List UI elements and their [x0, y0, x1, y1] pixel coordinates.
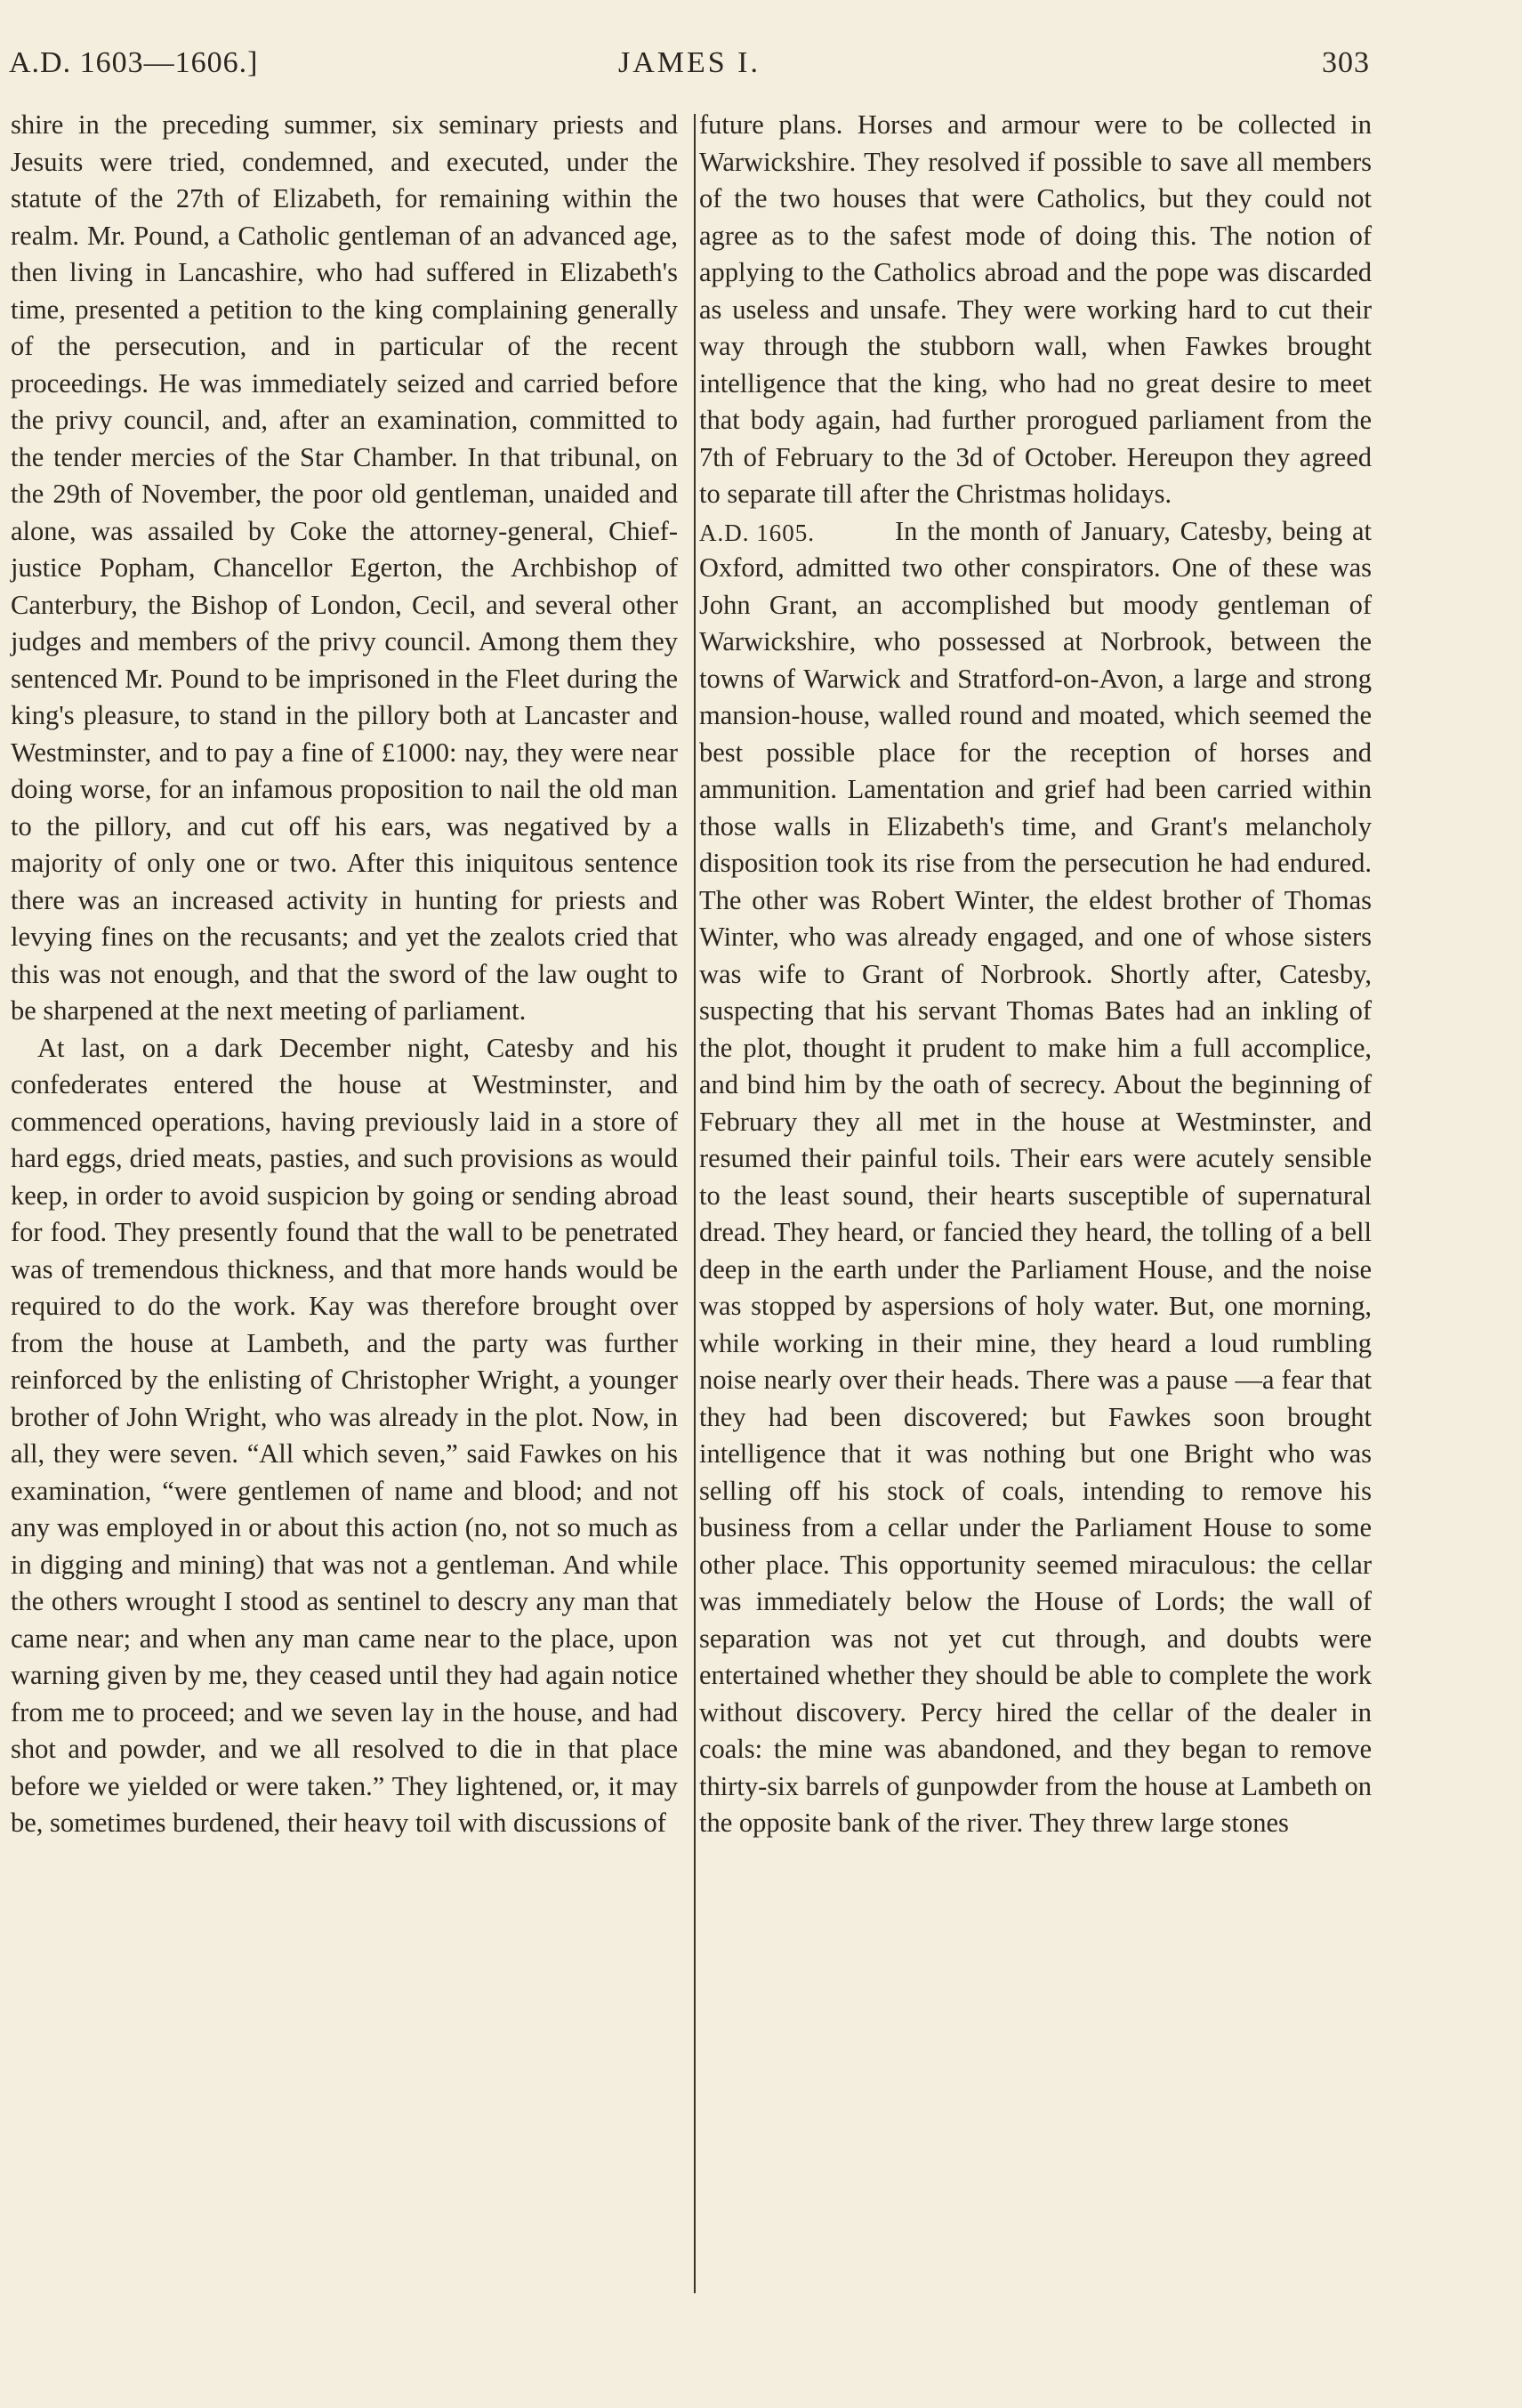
paragraph: future plans. Horses and armour were to be collected in Warwickshire. They resolved if possible to save all members of the two houses that were Catholics, but they could not agree as to the safest mode of doing this. The notion of applying to the Catholics abroad and the pope was discarded as useless and unsafe. They were working hard to cut their way through the stubborn wall, when Fawkes brought intelligence that the king, who had no great desire to meet that body again, had further prorogued parliament from the 7th of February to the 3d of October. Hereupon they agreed to separate till after the Christmas holidays.: [699, 109, 1372, 509]
page-number: 303: [1322, 46, 1370, 79]
left-column: [11, 107, 678, 1842]
paragraph: shire in the preceding summer, six seminary priests and Jesuits were tried, condemned, and executed, under the statute of the 27th of Elizabeth, for remaining within the realm. Mr. Pound, a Catholic gentleman of an advanced age, then living in Lancashire, who had suffered in Elizabeth's time, presented a petition to the king complaining generally of the persecution, and in particular of the recent proceedings. He was immediately seized and carried before the privy council, and, after an examination, committed to the tender mercies of the Star Chamber. In that tribunal, on the 29th of November, the poor old gentleman, unaided and alone, was assailed by Coke the attorney-general, Chief-justice Popham, Chancellor Egerton, the Archbishop of Canterbury, the Bishop of London, Cecil, and several other judges and members of the privy council. Among them they sentenced Mr. Pound to be imprisoned in the Fleet during the king's pleasure, to stand in the pillory both at Lancaster and Westminster, and to pay a fine of £1000: nay, they were near doing worse, for an infamous proposition to nail the old man to the pillory, and cut off his ears, was negatived by a majority of only one or two. After this iniquitous sentence there was an increased activity in hunting for priests and levying fines on the recusants; and yet the zealots cried that this was not enough, and that the sword of the law ought to be sharpened at the next meeting of parliament.: [11, 109, 678, 1026]
column-divider: [694, 114, 696, 2293]
paragraph: At last, on a dark December night, Catesby and his confederates entered the house at Westminster, and commenced operations, having previously laid in a store of hard eggs, dried meats, pasties, and such provisions as would keep, in order to avoid suspicion by going or sending abroad for food. They presently found that the wall to be penetrated was of tremendous thickness, and that more hands would be required to do the work. Kay was therefore brought over from the house at Lambeth, and the party was further reinforced by the enlisting of Christopher Wright, a younger brother of John Wright, who was already in the plot. Now, in all, they were seven. “All which seven,” said Fawkes on his examination, “were gentlemen of name and blood; and not any was employed in or about this action (no, not so much as in digging and mining) that was not a gentleman. And while the others wrought I stood as sentinel to descry any man that came near; and when any man came near to the place, upon warning given by me, they ceased until they had again notice from me to proceed; and we seven lay in the house, and had shot and powder, and we all resolved to die in that place before we yielded or were taken.” They lightened, or, it may be, sometimes burdened, their heavy toil with discussions of: [11, 1032, 678, 1838]
paragraph: In the month of January, Catesby, being at Oxford, admitted two other conspirators. One of these was John Grant, an accomplished but moody gentleman of Warwickshire, who possessed at Norbrook, between the towns of Warwick and Stratford-on-Avon, a large and strong mansion-house, walled round and moated, which seemed the best possible place for the reception of horses and ammunition. Lamentation and grief had been carried within those walls in Elizabeth's time, and Grant's melancholy disposition took its rise from the persecution he had endured. The other was Robert Winter, the eldest brother of Thomas Winter, who was already engaged, and one of whose sisters was wife to Grant of Norbrook. Shortly after, Catesby, suspecting that his servant Thomas Bates had an inkling of the plot, thought it prudent to make him a full accomplice, and bind him by the oath of secrecy. About the beginning of February they all met in the house at Westminster, and resumed their painful toils. Their ears were acutely sensible to the least sound, their hearts susceptible of supernatural dread. They heard, or fancied they heard, the tolling of a bell deep in the earth under the Parliament House, and the noise was stopped by aspersions of holy water. But, one morning, while working in their mine, they heard a loud rumbling noise nearly over their heads. There was a pause —a fear that they had been discovered; but Fawkes soon brought intelligence that it was nothing but one Bright who was selling off his stock of coals, intending to remove his business from a cellar under the Parliament House to some other place. This opportunity seemed miraculous: the cellar was immediately below the House of Lords; the wall of separation was not yet cut through, and doubts were entertained whether they should be able to complete the work without discovery. Percy hired the cellar of the dealer in coals: the mine was abandoned, and they began to remove thirty-six barrels of gunpowder from the house at Lambeth on the opposite bank of the river. They threw large stones: [699, 515, 1372, 1838]
header-title: JAMES I.: [617, 46, 761, 79]
header-date-range: A.D. 1603—1606.]: [9, 46, 259, 79]
margin-date-note: A.D. 1605.: [699, 519, 815, 546]
right-column: [699, 107, 1372, 1842]
running-header: [9, 46, 1370, 89]
